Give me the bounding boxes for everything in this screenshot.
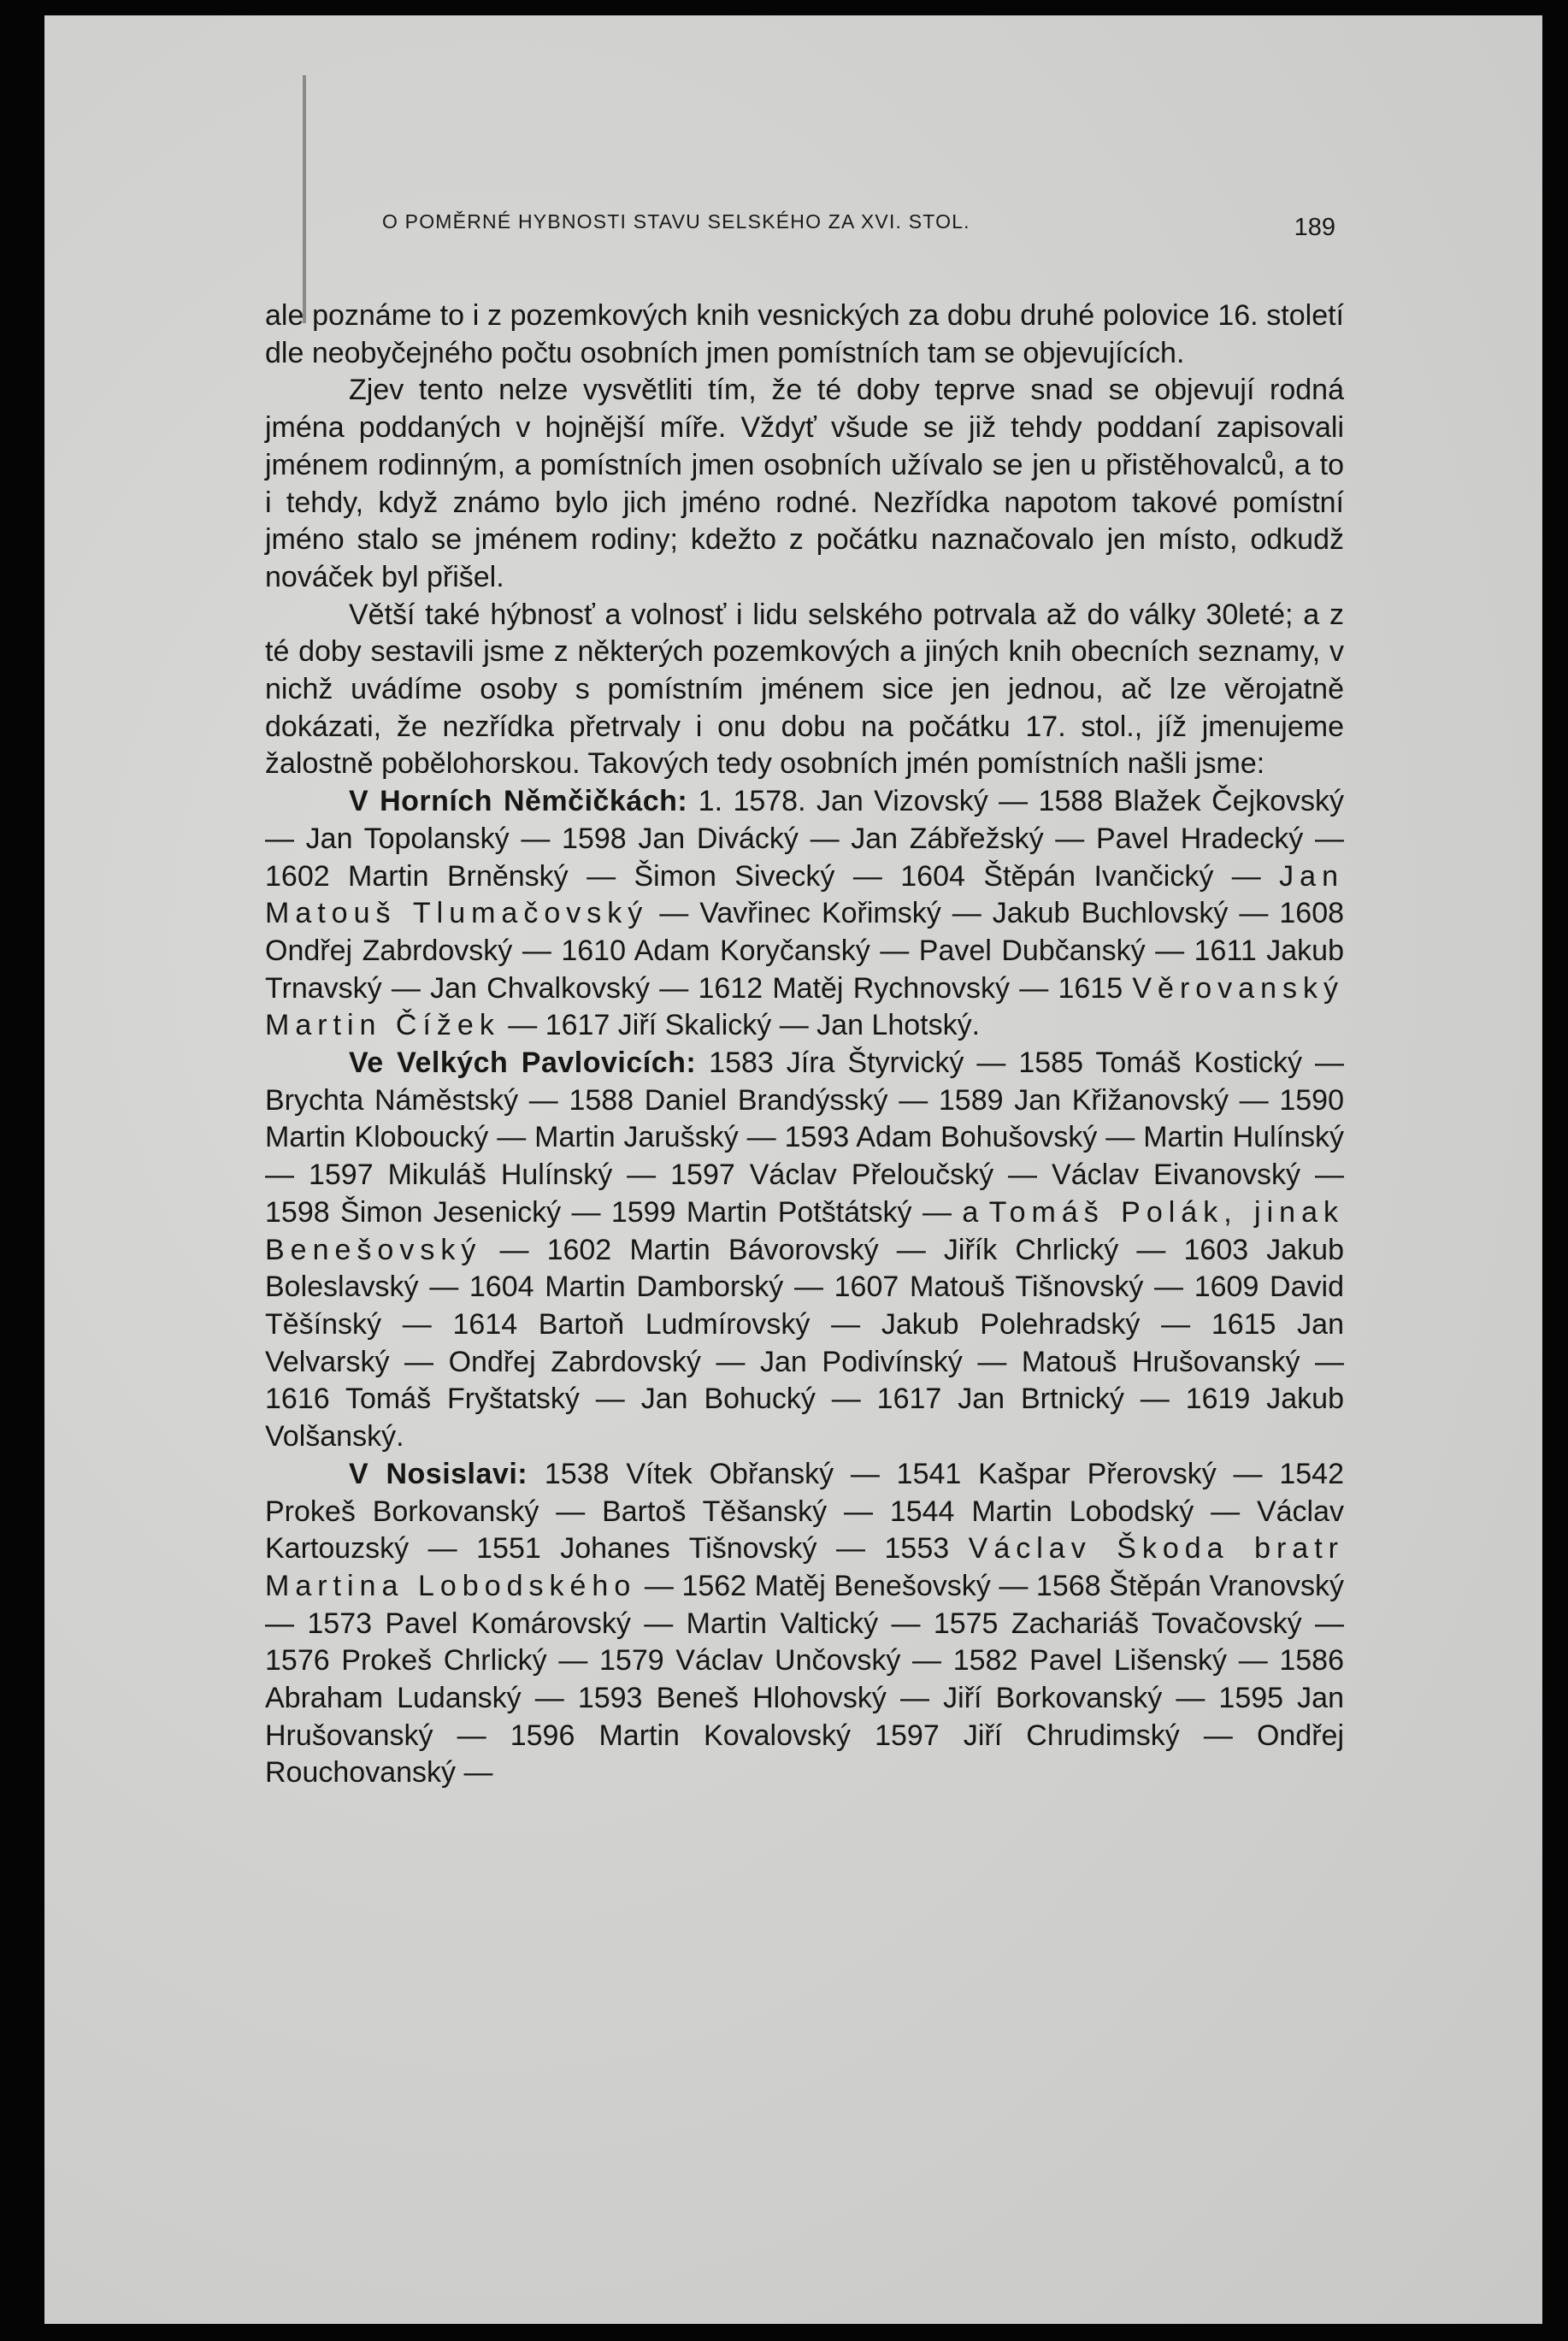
list-nosislav bbox=[265, 1456, 1344, 1792]
list-velke-pavlovice bbox=[265, 1045, 1344, 1456]
running-title: O POMĚRNÉ HYBNOSTI STAVU SELSKÉHO ZA XVI. STOL. bbox=[382, 210, 970, 233]
list-text: — Vavřinec Kořimský — Jakub Buchlovský — 1608 Ondřej Zabrdovský — 1610 Adam Koryčanský — Pavel Dubčanský — 1611 Jakub Trnavský — Jan Chvalkovský — 1612 Matěj Rychnovský — 1615 bbox=[265, 897, 1345, 1005]
page-header bbox=[382, 210, 1335, 262]
list-text: — 1617 Jiří Skalický — Jan Lhotský. bbox=[499, 1009, 981, 1042]
list-heading: V Nosislavi: bbox=[349, 1457, 528, 1490]
page-number: 189 bbox=[1294, 214, 1335, 241]
spaced-name: Václav Škoda bratr Martina Lobodského bbox=[265, 1532, 1344, 1602]
spaced-name: Věrovanský Martin Čížek bbox=[265, 971, 1344, 1042]
margin-rule bbox=[303, 75, 306, 323]
paragraph-2: Zjev tento nelze vysvětliti tím, že té doby teprve snad se objevují rodná jména poddaných v hojnější míře. Vždyť všude se již tehdy poddaní zapisovali jménem rodinným, a pomístních jmen osobních užívalo se jen u přistěhovalců, a to i tehdy, když známo bylo jich jméno rodné. Nezřídka napotom takové pomístní jméno stalo se jménem rodiny; kdežto z počátku naznačovalo jen místo, odkudž nováček byl přišel. bbox=[265, 374, 1344, 593]
body-text bbox=[265, 298, 1344, 1792]
spaced-name: Tomáš Polák, jinak Benešovský bbox=[265, 1195, 1344, 1266]
list-text: 1538 Vítek Obřanský — 1541 Kašpar Přerovský — 1542 Prokeš Borkovanský — Bartoš Těšanský — 1544 Martin Lobodský — Václav Kartouzský — 1551 Johanes Tišnovský — 1553 bbox=[265, 1457, 1344, 1566]
list-text: — 1562 Matěj Benešovský — 1568 Štěpán Vranovský — 1573 Pavel Komárovský — Martin Valtický — 1575 Zachariáš Tovačovský — 1576 Prokeš Chrlický — 1579 Václav Unčovský — 1582 Pavel Lišenský — 1586 Abraham Ludanský — 1593 Beneš Hlohovský — Jiří Borkovanský — 1595 Jan Hrušovanský — 1596 Martin Kovalovský 1597 Jiří Chrudimský — Ondřej Rouchovanský — bbox=[265, 1569, 1344, 1790]
list-text: 1583 Jíra Štyrvický — 1585 Tomáš Kostický — Brychta Náměstský — 1588 Daniel Brandýsský — 1589 Jan Křižanovský — 1590 Martin Kloboucký — Martin Jarušský — 1593 Adam Bohušovský — Martin Hulínský — 1597 Mikuláš Hulínský — 1597 Václav Přeloučský — Václav Eivanovský — 1598 Šimon Jesenický — 1599 Martin Potštátský — a bbox=[265, 1047, 1344, 1229]
list-horni-nemcicky bbox=[265, 783, 1344, 1045]
list-heading: Ve Velkých Pavlovicích: bbox=[349, 1047, 697, 1080]
list-text: 1. 1578. Jan Vizovský — 1588 Blažek Čejkovský — Jan Topolanský — 1598 Jan Divácký — Jan Zábřežský — Pavel Hradecký — 1602 Martin Brněnský — Šimon Sivecký — 1604 Štěpán Ivančický — bbox=[265, 785, 1345, 893]
book-page bbox=[44, 15, 1542, 2324]
spaced-name: Jan Matouš Tlumačovský bbox=[265, 859, 1344, 930]
paragraph-1: ale poznáme to i z pozemkových knih vesnických za dobu druhé polovice 16. století dle neobyčejného počtu osobních jmen pomístních tam se objevujících. bbox=[265, 299, 1344, 369]
list-heading: V Horních Němčičkách: bbox=[349, 785, 688, 818]
paragraph-3: Větší také hýbnosť a volnosť i lidu selského potrvala až do války 30leté; a z té doby sestavili jsme z některých pozemkových a jiných knih obecních seznamy, v nichž uvádíme osoby s pomístním jménem sice jen jednou, ač lze věrojatně dokázati, že nezřídka přetrvaly i onu dobu na počátku 17. stol., jíž jmenujeme žalostně pobělohorskou. Takových tedy osobních jmén pomístních našli jsme: bbox=[265, 598, 1344, 781]
list-text: — 1602 Martin Bávorovský — Jiřík Chrlický — 1603 Jakub Boleslavský — 1604 Martin Damborský — 1607 Matouš Tišnovský — 1609 David Těšínský — 1614 Bartoň Ludmírovský — Jakub Polehradský — 1615 Jan Velvarský — Ondřej Zabrdovský — Jan Podivínský — Matouš Hrušovanský — 1616 Tomáš Fryštatský — Jan Bohucký — 1617 Jan Brtnický — 1619 Jakub Volšanský. bbox=[265, 1233, 1344, 1454]
